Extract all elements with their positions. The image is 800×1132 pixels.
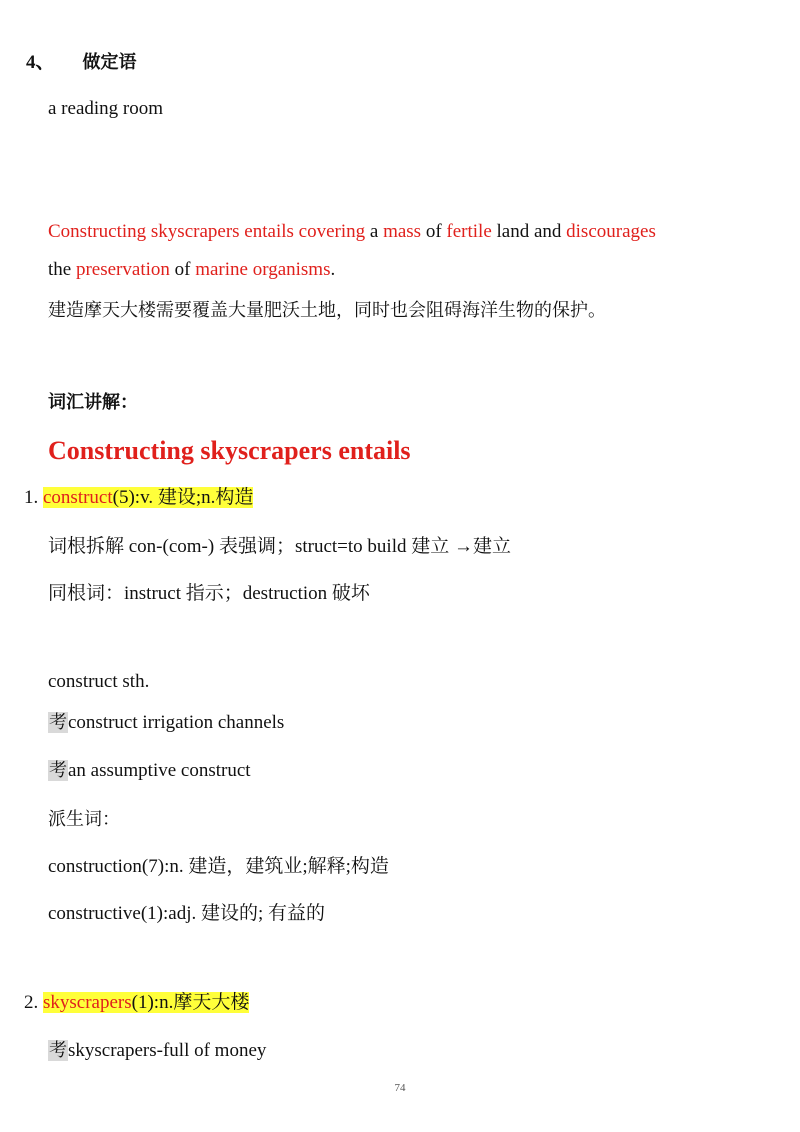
entry-2-number: 2.: [24, 992, 39, 1013]
sentence-segment: of: [421, 221, 447, 242]
entry-1-definition: (5):v. 建设;n.构造: [112, 487, 254, 508]
entry-1-exam-2: [48, 758, 251, 784]
sentence-line-2: [48, 257, 335, 283]
page-number: 74: [394, 1082, 406, 1094]
section-heading: [26, 50, 137, 76]
entry-2-highlight: [43, 992, 249, 1013]
phrase-title: Constructing skyscrapers entails: [48, 436, 411, 465]
sentence-segment: .: [330, 259, 336, 280]
entry-2-header: [24, 990, 249, 1016]
sentence-translation: 建造摩天大楼需要覆盖大量肥沃土地，同时也会阻碍海洋生物的保护。: [48, 300, 606, 321]
exam-badge: 考: [49, 760, 67, 781]
sentence-segment: discourages: [566, 221, 656, 242]
sentence-segment: a: [365, 221, 384, 242]
entry-1-exam-1: [48, 710, 284, 736]
exam-badge: 考: [49, 1040, 67, 1061]
sentence-segment: mass: [383, 221, 422, 242]
entry-1-number: 1.: [24, 487, 39, 508]
entry-1-cognates: 同根词：instruct 指示；destruction 破坏: [48, 583, 370, 604]
sentence-segment: fertile: [446, 221, 492, 242]
entry-1-usage: construct sth.: [48, 671, 150, 692]
section-number: 4、: [26, 52, 55, 73]
exam-badge: 考: [49, 712, 67, 733]
example-phrase: a reading room: [48, 98, 164, 119]
sentence-segment: the: [48, 259, 76, 280]
sentence-segment: Constructing skyscrapers entails covering: [48, 221, 366, 242]
entry-1-derived-1: construction(7):n. 建造，建筑业;解释;构造: [48, 856, 389, 877]
entry-1-highlight: [43, 487, 253, 508]
sentence-segment: land and: [491, 221, 567, 242]
entry-1-word: construct: [43, 487, 113, 508]
entry-1-root: 词根拆解 con-(com-) 表强调；struct=to build 建立 →建立: [48, 536, 511, 557]
exam-text: skyscrapers-full of money: [68, 1040, 267, 1061]
vocab-heading: 词汇讲解：: [48, 392, 138, 413]
entry-1-derived-label: 派生词：: [48, 809, 120, 830]
exam-text: an assumptive construct: [68, 760, 251, 781]
sentence-line-1: [48, 219, 656, 245]
entry-2-exam-1: [48, 1038, 266, 1064]
exam-text: construct irrigation channels: [68, 712, 285, 733]
section-title: 做定语: [82, 52, 137, 73]
entry-2-definition: (1):n.摩天大楼: [131, 992, 250, 1013]
entry-1-header: [24, 485, 253, 511]
entry-1-derived-2: constructive(1):adj. 建设的; 有益的: [48, 903, 326, 924]
sentence-segment: preservation: [75, 259, 170, 280]
entry-2-word: skyscrapers: [43, 992, 132, 1013]
sentence-segment: of: [169, 259, 196, 280]
sentence-segment: marine organisms: [195, 259, 331, 280]
